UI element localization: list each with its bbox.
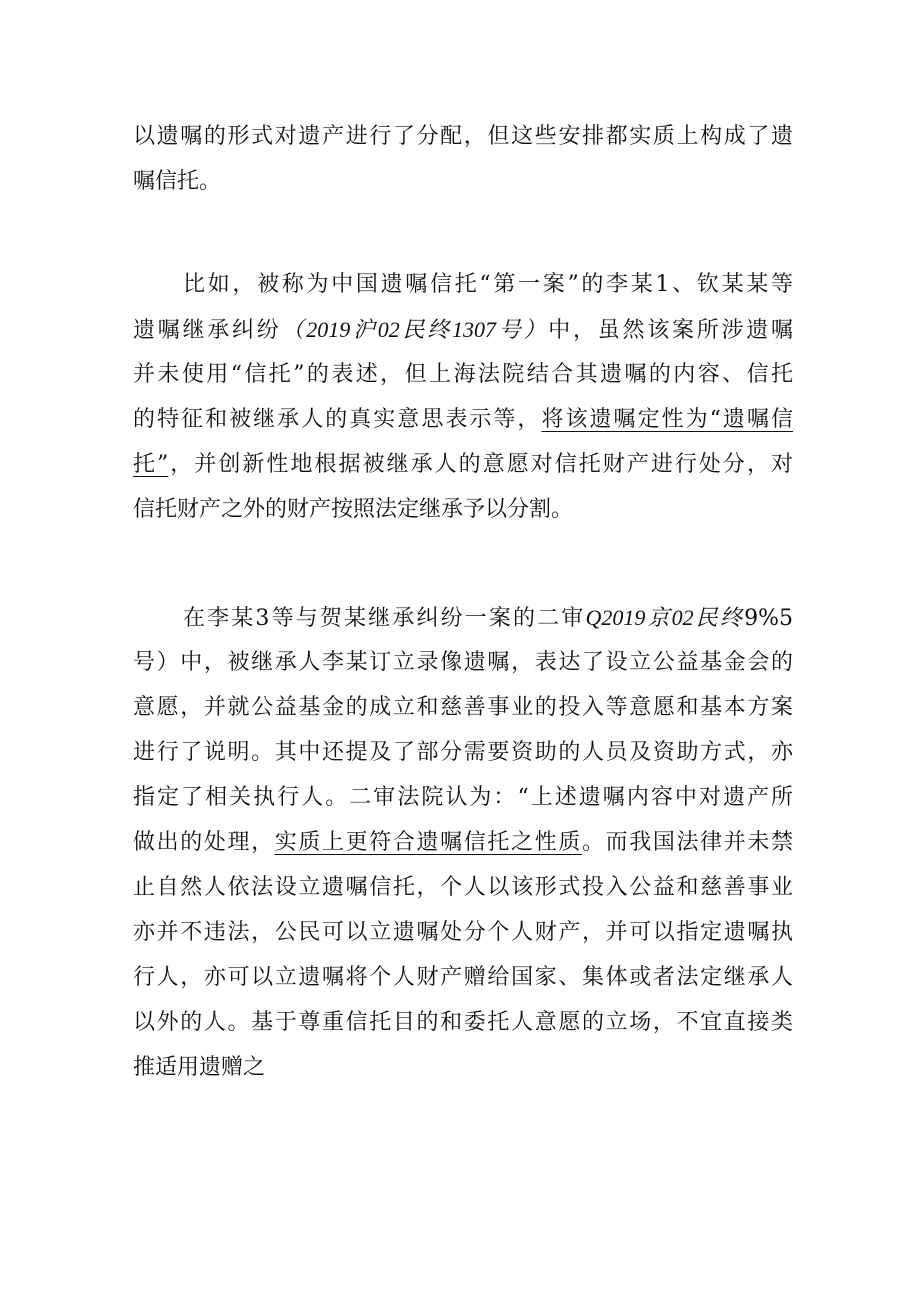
paragraph-2-line-5 (133, 442, 793, 487)
paragraph-3 (133, 595, 793, 1090)
paragraph-2-line-2 (133, 307, 793, 352)
paragraph-2-line-1: 比如，被称为中国遗嘱信托“第一案”的李某1、钦某某等 (183, 272, 793, 297)
paragraph-3-line-11: 推适用遗赠之 (133, 1055, 266, 1080)
paragraph-3-line-2: 号）中，被继承人李某订立录像遗嘱，表达了设立公益基金会的 (133, 650, 793, 675)
paragraph-2-line-6: 信托财产之外的财产按照法定继承予以分割。 (133, 497, 574, 522)
paragraph-3-line-1-text-a: 在李某3等与贺某继承纠纷一案的二审 (183, 606, 586, 631)
underlined-text-will-trust-ruling: 将该遗嘱定性为“遗嘱信 (541, 407, 793, 432)
paragraph-2-line-5-text-b: ，并创新性地根据被继承人的意愿对信托财产进行处分，对 (168, 452, 793, 477)
case-number-2019-jing-02: Q2019京02民终 (585, 605, 745, 630)
paragraph-3-line-1-text-b: 9%5 (744, 606, 794, 631)
paragraph-3-line-8: 亦并不违法，公民可以立遗嘱处分个人财产，并可以指定遗嘱执 (133, 920, 793, 945)
paragraph-3-line-6-text-b: 。而我国法律并未禁 (581, 830, 793, 855)
underlined-text-will-trust-ruling-end: 托” (133, 452, 169, 477)
paragraph-3-line-4: 进行了说明。其中还提及了部分需要资助的人员及资助方式，亦 (133, 740, 793, 765)
paragraph-3-line-9: 行人，亦可以立遗嘱将个人财产赠给国家、集体或者法定继承人 (133, 965, 793, 990)
paragraph-1 (133, 114, 793, 204)
paragraph-2 (133, 262, 793, 532)
case-number-2019-hu-02: （2019沪02民终1307号） (281, 317, 549, 342)
paragraph-3-line-7: 止自然人依法设立遗嘱信托，个人以该形式投入公益和慈善事业 (133, 875, 793, 900)
paragraph-3-line-10: 以外的人。基于尊重信托目的和委托人意愿的立场，不宜直接类 (133, 1010, 793, 1035)
underlined-text-trust-nature: 实质上更符合遗嘱信托之性质 (274, 830, 582, 855)
paragraph-3-line-3: 意愿，并就公益基金的成立和慈善事业的投入等意愿和基本方案 (133, 695, 793, 720)
paragraph-3-line-6 (133, 820, 793, 865)
paragraph-2-line-2-text-b: 中，虽然该案所涉遗嘱 (548, 318, 793, 343)
paragraph-1-line-2: 嘱信托。 (133, 169, 222, 194)
paragraph-3-line-6-text-a: 做出的处理， (133, 830, 275, 855)
paragraph-2-line-4 (133, 397, 793, 442)
paragraph-2-line-3: 并未使用“信托”的表述，但上海法院结合其遗嘱的内容、信托 (133, 362, 793, 387)
paragraph-2-line-4-text-a: 的特征和被继承人的真实意思表示等， (133, 407, 542, 432)
paragraph-3-line-1 (133, 595, 793, 640)
paragraph-2-line-2-text-a: 遗嘱继承纠纷 (133, 318, 282, 343)
paragraph-1-line-1: 以遗嘱的形式对遗产进行了分配，但这些安排都实质上构成了遗 (133, 124, 793, 149)
paragraph-3-line-5: 指定了相关执行人。二审法院认为：“上述遗嘱内容中对遗产所 (133, 785, 793, 810)
